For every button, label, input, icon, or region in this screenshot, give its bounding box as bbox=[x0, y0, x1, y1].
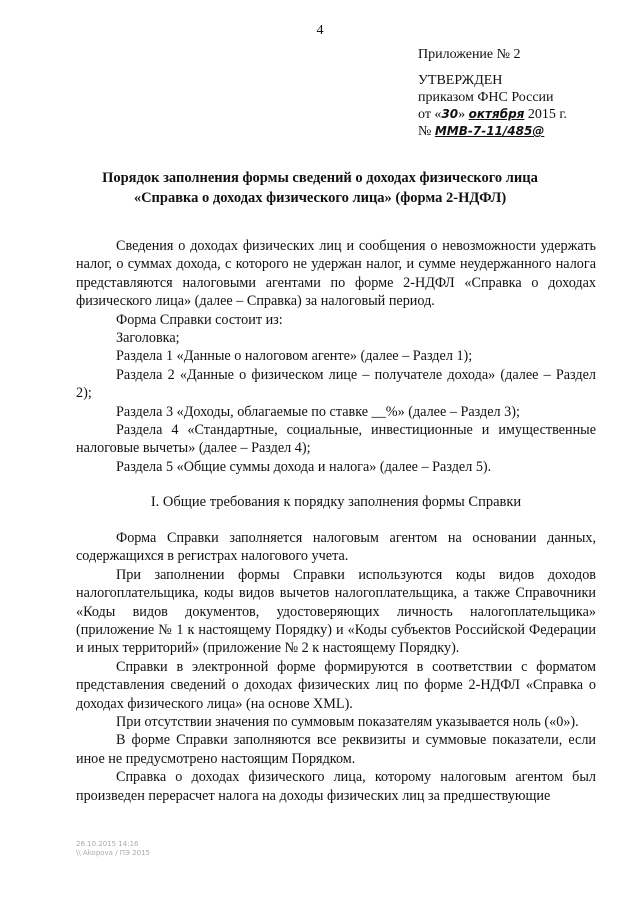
paragraph: Форма Справки состоит из: bbox=[116, 311, 283, 328]
footer-line-1: 26.10.2015 14:16 bbox=[76, 840, 139, 848]
paragraph: При отсутствии значения по суммовым показателям указывается ноль («0»). bbox=[116, 714, 579, 731]
paragraph: Раздела 1 «Данные о налоговом агенте» (далее – Раздел 1); bbox=[116, 348, 473, 365]
paragraph: Раздела 3 «Доходы, облагаемые по ставке __%» (далее – Раздел 3); bbox=[116, 403, 520, 420]
paragraph: Сведения о доходах физических лиц и сообщения о невозможности удержать налог, о суммах дохода, с которого не удержан налог, и сумме неудержанного налога представляются налоговыми агентами по форме 2-НДФЛ «Справка о доходах физического лица» (далее – Справка) за налоговый период. bbox=[76, 238, 596, 310]
paragraph: Форма Справки заполняется налоговым агентом на основании данных, содержащихся в регистрах налогового учета. bbox=[76, 530, 596, 565]
title-line-1: Порядок заполнения формы сведений о доходах физического лица bbox=[102, 170, 538, 186]
paragraph: Справки в электронной форме формируются в соответствии с форматом представления сведений о доходах физических лиц по форме 2-НДФЛ «Справка о доходах физического лица» (на основе XML). bbox=[76, 658, 596, 712]
date-prefix: от « bbox=[418, 107, 442, 122]
order-number bbox=[418, 123, 567, 140]
paragraph: Раздела 5 «Общие суммы дохода и налога» (далее – Раздел 5). bbox=[116, 458, 492, 475]
document-title bbox=[40, 168, 600, 208]
appendix-label: Приложение № 2 bbox=[418, 47, 521, 62]
date-month: октября bbox=[468, 107, 525, 121]
footer-line-2: \\ Akopova / ПЭ 2015 bbox=[76, 849, 150, 857]
paragraph: При заполнении формы Справки используются коды видов доходов налогоплательщика, коды видов вычетов налогоплательщика, а также Справочники «Коды видов документов, удостоверяющих личность налогоплательщика» (приложение № 1 к настоящему Порядку) и «Коды субъектов Российской Федерации и иных территорий» (приложение № 2 к настоящему Порядку). bbox=[76, 566, 596, 657]
order-date bbox=[418, 106, 567, 123]
date-suffix: 2015 г. bbox=[524, 107, 568, 122]
section-heading: I. Общие требования к порядку заполнения формы Справки bbox=[150, 494, 522, 510]
approved-label: УТВЕРЖДЕН bbox=[418, 73, 503, 88]
page-number: 4 bbox=[316, 23, 324, 38]
paragraph: Раздела 2 «Данные о физическом лице – получателе дохода» (далее – Раздел 2); bbox=[76, 366, 596, 402]
paragraph: В форме Справки заполняются все реквизиты и суммовые показатели, если иное не предусмотрено настоящим Порядком. bbox=[76, 732, 596, 767]
number-prefix: № bbox=[418, 124, 435, 139]
intro-text bbox=[76, 237, 596, 476]
section-1-text bbox=[76, 529, 596, 805]
paragraph: Раздела 4 «Стандартные, социальные, инвестиционные и имущественные налоговые вычеты» (далее – Раздел 4); bbox=[76, 422, 596, 457]
paragraph: Справка о доходах физического лица, которому налоговым агентом был произведен перерасчет налога на доходы физических лиц за предшествующие bbox=[76, 769, 596, 804]
print-footer bbox=[76, 840, 150, 858]
approval-block bbox=[418, 72, 567, 140]
date-day: 30 bbox=[441, 107, 459, 121]
order-label: приказом ФНС России bbox=[418, 90, 554, 105]
title-line-2: «Справка о доходах физического лица» (форма 2-НДФЛ) bbox=[133, 190, 507, 206]
paragraph: Заголовка; bbox=[116, 330, 180, 347]
number-value: ММВ-7-11/485@ bbox=[434, 124, 545, 138]
date-mid: » bbox=[458, 107, 469, 122]
